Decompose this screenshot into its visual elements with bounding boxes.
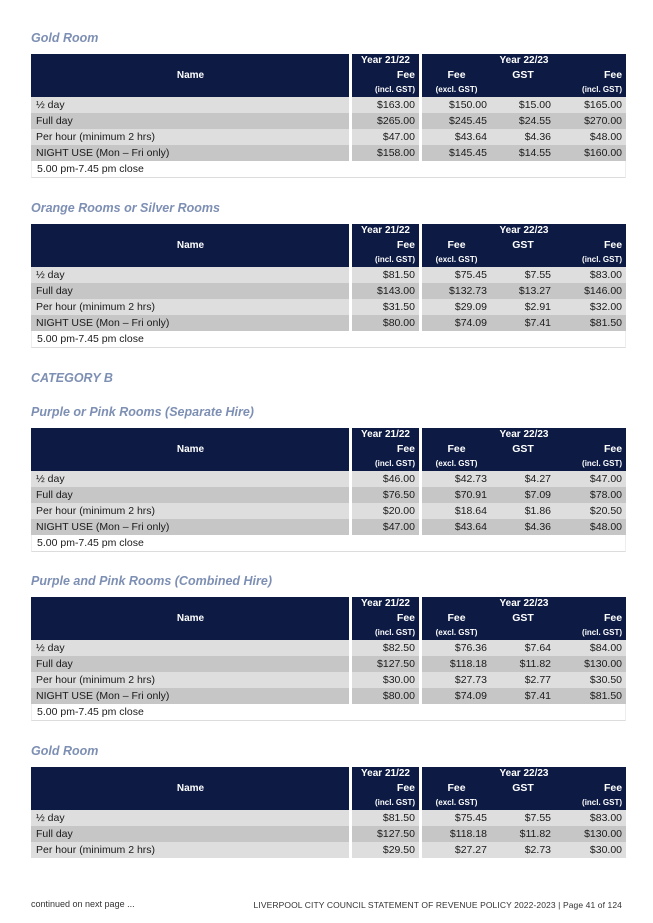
header-fee: Fee <box>555 781 626 796</box>
fee-21-22: $127.50 <box>352 656 419 672</box>
note-row <box>31 704 626 721</box>
table-row <box>31 519 626 535</box>
fee-incl-gst: $20.50 <box>555 503 626 519</box>
section-purple-pink-separate <box>31 404 623 552</box>
header-fee: Fee <box>352 442 419 457</box>
gst-amount: $14.55 <box>491 145 555 161</box>
header-fee: Fee <box>422 781 491 796</box>
section-gold-room-b <box>31 743 623 858</box>
fee-excl-gst: $75.45 <box>422 810 491 826</box>
header-fee: Fee <box>422 611 491 626</box>
fee-excl-gst: $43.64 <box>422 129 491 145</box>
table-row <box>31 145 626 161</box>
row-name: Per hour (minimum 2 hrs) <box>31 299 349 315</box>
fee-excl-gst: $150.00 <box>422 97 491 113</box>
header-year-22-23: Year 22/23 <box>422 428 626 442</box>
header-year-21-22: Year 21/22 <box>352 767 419 781</box>
fee-21-22: $46.00 <box>352 471 419 487</box>
fee-incl-gst: $270.00 <box>555 113 626 129</box>
header-gst: GST <box>491 68 555 83</box>
fee-excl-gst: $76.36 <box>422 640 491 656</box>
header-name: Name <box>31 767 349 810</box>
row-name: ½ day <box>31 810 349 826</box>
table-row <box>31 471 626 487</box>
continued-note: continued on next page ... <box>31 899 135 909</box>
gst-amount: $7.55 <box>491 810 555 826</box>
note-text: 5.00 pm-7.45 pm close <box>31 704 626 721</box>
fee-table <box>31 224 626 348</box>
fee-incl-gst: $47.00 <box>555 471 626 487</box>
page-footer: LIVERPOOL CITY COUNCIL STATEMENT OF REVENUE POLICY 2022-2023 | Page 41 of 124 <box>253 900 622 910</box>
header-gst: GST <box>491 238 555 253</box>
header-fee: Fee <box>555 68 626 83</box>
gst-amount: $2.91 <box>491 299 555 315</box>
table-row <box>31 113 626 129</box>
gst-amount: $7.41 <box>491 315 555 331</box>
table-row <box>31 283 626 299</box>
category-heading <box>31 370 623 386</box>
fee-21-22: $20.00 <box>352 503 419 519</box>
table-row <box>31 640 626 656</box>
fee-21-22: $47.00 <box>352 129 419 145</box>
row-name: NIGHT USE (Mon – Fri only) <box>31 145 349 161</box>
fee-excl-gst: $245.45 <box>422 113 491 129</box>
row-name: ½ day <box>31 640 349 656</box>
row-name: Full day <box>31 826 349 842</box>
table-row <box>31 842 626 858</box>
fee-incl-gst: $165.00 <box>555 97 626 113</box>
header-year-21-22: Year 21/22 <box>352 428 419 442</box>
section-title: Gold Room <box>31 744 99 758</box>
fee-table <box>31 597 626 721</box>
table-row <box>31 315 626 331</box>
gst-amount: $7.41 <box>491 688 555 704</box>
row-name: Per hour (minimum 2 hrs) <box>31 672 349 688</box>
header-name: Name <box>31 597 349 640</box>
header-fee: Fee <box>352 238 419 253</box>
fee-incl-gst: $81.50 <box>555 315 626 331</box>
header-fee: Fee <box>555 611 626 626</box>
note-text: 5.00 pm-7.45 pm close <box>31 535 626 552</box>
fee-table <box>31 54 626 178</box>
header-excl-gst: (excl. GST) <box>422 253 491 267</box>
fee-incl-gst: $160.00 <box>555 145 626 161</box>
table-row <box>31 97 626 113</box>
header-fee: Fee <box>422 68 491 83</box>
gst-amount: $15.00 <box>491 97 555 113</box>
gst-amount: $4.36 <box>491 519 555 535</box>
fee-21-22: $47.00 <box>352 519 419 535</box>
fee-21-22: $76.50 <box>352 487 419 503</box>
note-text: 5.00 pm-7.45 pm close <box>31 161 626 178</box>
table-row <box>31 267 626 283</box>
header-excl-gst: (excl. GST) <box>422 626 491 640</box>
fee-excl-gst: $132.73 <box>422 283 491 299</box>
gst-amount: $7.64 <box>491 640 555 656</box>
gst-amount: $2.77 <box>491 672 555 688</box>
fee-21-22: $127.50 <box>352 826 419 842</box>
fee-incl-gst: $83.00 <box>555 810 626 826</box>
row-name: NIGHT USE (Mon – Fri only) <box>31 519 349 535</box>
table-row <box>31 129 626 145</box>
section-gold-room <box>31 30 623 178</box>
header-year-22-23: Year 22/23 <box>422 224 626 238</box>
fee-incl-gst: $84.00 <box>555 640 626 656</box>
table-row <box>31 826 626 842</box>
row-name: NIGHT USE (Mon – Fri only) <box>31 315 349 331</box>
header-fee: Fee <box>555 442 626 457</box>
header-name: Name <box>31 428 349 471</box>
fee-excl-gst: $42.73 <box>422 471 491 487</box>
fee-21-22: $80.00 <box>352 315 419 331</box>
header-incl-gst: (incl. GST) <box>555 457 626 471</box>
fee-incl-gst: $146.00 <box>555 283 626 299</box>
gst-amount: $7.09 <box>491 487 555 503</box>
fee-excl-gst: $70.91 <box>422 487 491 503</box>
header-year-22-23: Year 22/23 <box>422 767 626 781</box>
header-incl-gst: (incl. GST) <box>555 796 626 810</box>
fee-excl-gst: $118.18 <box>422 826 491 842</box>
table-row <box>31 656 626 672</box>
row-name: Per hour (minimum 2 hrs) <box>31 129 349 145</box>
header-fee: Fee <box>352 781 419 796</box>
header-fee: Fee <box>422 238 491 253</box>
fee-21-22: $31.50 <box>352 299 419 315</box>
fee-21-22: $29.50 <box>352 842 419 858</box>
note-row <box>31 331 626 348</box>
fee-21-22: $143.00 <box>352 283 419 299</box>
row-name: ½ day <box>31 97 349 113</box>
note-row <box>31 161 626 178</box>
header-year-22-23: Year 22/23 <box>422 54 626 68</box>
fee-excl-gst: $18.64 <box>422 503 491 519</box>
section-title: Purple and Pink Rooms (Combined Hire) <box>31 574 272 588</box>
header-excl-gst: (excl. GST) <box>422 83 491 97</box>
header-excl-gst: (excl. GST) <box>422 457 491 471</box>
row-name: ½ day <box>31 471 349 487</box>
gst-amount: $2.73 <box>491 842 555 858</box>
gst-amount: $4.36 <box>491 129 555 145</box>
table-row <box>31 672 626 688</box>
fee-excl-gst: $74.09 <box>422 688 491 704</box>
fee-incl-gst: $48.00 <box>555 519 626 535</box>
fee-incl-gst: $130.00 <box>555 826 626 842</box>
section-orange-silver-rooms <box>31 200 623 348</box>
row-name: Full day <box>31 656 349 672</box>
fee-21-22: $81.50 <box>352 267 419 283</box>
fee-incl-gst: $48.00 <box>555 129 626 145</box>
header-fee: Fee <box>352 611 419 626</box>
table-row <box>31 487 626 503</box>
row-name: Full day <box>31 487 349 503</box>
fee-incl-gst: $30.00 <box>555 842 626 858</box>
fee-excl-gst: $27.27 <box>422 842 491 858</box>
header-incl-gst: (incl. GST) <box>352 457 419 471</box>
fee-21-22: $80.00 <box>352 688 419 704</box>
fee-incl-gst: $78.00 <box>555 487 626 503</box>
fee-21-22: $30.00 <box>352 672 419 688</box>
row-name: ½ day <box>31 267 349 283</box>
fee-incl-gst: $130.00 <box>555 656 626 672</box>
header-gst: GST <box>491 442 555 457</box>
section-title: Orange Rooms or Silver Rooms <box>31 201 220 215</box>
header-gst: GST <box>491 781 555 796</box>
header-fee: Fee <box>352 68 419 83</box>
row-name: Full day <box>31 283 349 299</box>
row-name: Per hour (minimum 2 hrs) <box>31 503 349 519</box>
fee-incl-gst: $83.00 <box>555 267 626 283</box>
gst-amount: $1.86 <box>491 503 555 519</box>
row-name: Per hour (minimum 2 hrs) <box>31 842 349 858</box>
header-incl-gst: (incl. GST) <box>352 796 419 810</box>
table-row <box>31 810 626 826</box>
header-incl-gst: (incl. GST) <box>352 83 419 97</box>
fee-incl-gst: $30.50 <box>555 672 626 688</box>
row-name: Full day <box>31 113 349 129</box>
fee-excl-gst: $29.09 <box>422 299 491 315</box>
section-title: Purple or Pink Rooms (Separate Hire) <box>31 405 254 419</box>
header-incl-gst: (incl. GST) <box>555 253 626 267</box>
fee-excl-gst: $118.18 <box>422 656 491 672</box>
fee-21-22: $158.00 <box>352 145 419 161</box>
header-fee: Fee <box>555 238 626 253</box>
header-incl-gst: (incl. GST) <box>555 626 626 640</box>
section-title: Gold Room <box>31 31 99 45</box>
fee-21-22: $81.50 <box>352 810 419 826</box>
fee-table <box>31 428 626 552</box>
header-incl-gst: (incl. GST) <box>555 83 626 97</box>
header-year-21-22: Year 21/22 <box>352 597 419 611</box>
header-year-21-22: Year 21/22 <box>352 54 419 68</box>
gst-amount: $13.27 <box>491 283 555 299</box>
header-excl-gst: (excl. GST) <box>422 796 491 810</box>
note-text: 5.00 pm-7.45 pm close <box>31 331 626 348</box>
fee-excl-gst: $27.73 <box>422 672 491 688</box>
fee-21-22: $163.00 <box>352 97 419 113</box>
fee-21-22: $82.50 <box>352 640 419 656</box>
header-fee: Fee <box>422 442 491 457</box>
gst-amount: $24.55 <box>491 113 555 129</box>
fee-table <box>31 767 626 858</box>
fee-21-22: $265.00 <box>352 113 419 129</box>
table-row <box>31 299 626 315</box>
gst-amount: $11.82 <box>491 656 555 672</box>
header-incl-gst: (incl. GST) <box>352 253 419 267</box>
category-title: CATEGORY B <box>31 371 113 385</box>
fee-excl-gst: $43.64 <box>422 519 491 535</box>
gst-amount: $7.55 <box>491 267 555 283</box>
fee-excl-gst: $74.09 <box>422 315 491 331</box>
header-year-21-22: Year 21/22 <box>352 224 419 238</box>
table-row <box>31 503 626 519</box>
fee-incl-gst: $32.00 <box>555 299 626 315</box>
header-incl-gst: (incl. GST) <box>352 626 419 640</box>
gst-amount: $4.27 <box>491 471 555 487</box>
row-name: NIGHT USE (Mon – Fri only) <box>31 688 349 704</box>
header-year-22-23: Year 22/23 <box>422 597 626 611</box>
gst-amount: $11.82 <box>491 826 555 842</box>
section-purple-pink-combined <box>31 573 623 721</box>
header-name: Name <box>31 224 349 267</box>
header-gst: GST <box>491 611 555 626</box>
table-row <box>31 688 626 704</box>
fee-excl-gst: $145.45 <box>422 145 491 161</box>
fee-excl-gst: $75.45 <box>422 267 491 283</box>
fee-incl-gst: $81.50 <box>555 688 626 704</box>
note-row <box>31 535 626 552</box>
header-name: Name <box>31 54 349 97</box>
